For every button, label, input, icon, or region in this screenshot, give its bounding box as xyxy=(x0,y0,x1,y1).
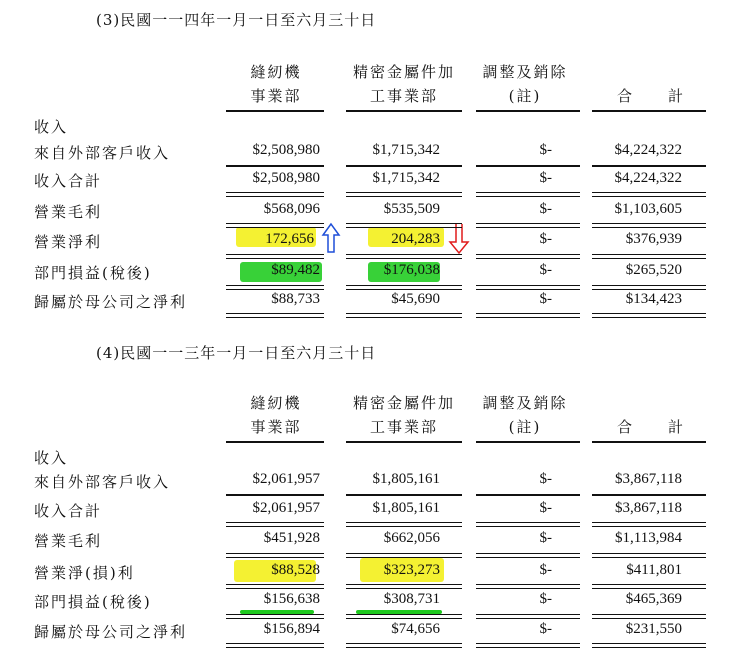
cell-value: $3,867,118 xyxy=(615,500,682,516)
row-label: 營業淨利 xyxy=(34,233,103,251)
row-double-rule xyxy=(346,285,462,290)
cell-value: $88,528 xyxy=(271,562,320,578)
header-underline xyxy=(476,441,580,443)
row-double-rule xyxy=(226,522,324,527)
row-label: 營業毛利 xyxy=(34,203,103,221)
row-double-rule xyxy=(592,285,706,290)
cell-value: $1,103,605 xyxy=(614,201,682,217)
cell-value: $465,369 xyxy=(625,591,682,607)
row-rule xyxy=(476,494,580,496)
row-double-rule xyxy=(592,553,706,558)
cell-value: $662,056 xyxy=(383,530,440,546)
cell-value: $156,894 xyxy=(263,621,320,637)
header-underline xyxy=(346,441,462,443)
row-double-rule xyxy=(592,192,706,197)
cell-value: $308,731 xyxy=(383,591,440,607)
row-rule xyxy=(346,494,462,496)
cell-value: $2,061,957 xyxy=(252,471,320,487)
row-double-rule xyxy=(346,223,462,228)
row-double-rule xyxy=(226,285,324,290)
revenue-heading: 收入 xyxy=(34,449,69,467)
row-label: 部門損益(稅後) xyxy=(34,593,152,611)
cell-value: $451,928 xyxy=(263,530,320,546)
row-rule xyxy=(476,165,580,167)
col1-header-line2: 事業部 xyxy=(250,87,302,105)
col4-header xyxy=(596,84,706,108)
row-double-rule xyxy=(346,254,462,259)
col1-header-line2: 事業部 xyxy=(250,418,302,436)
row-double-rule xyxy=(346,522,462,527)
section3-title: (3)民國一一四年一月一日至六月三十日 xyxy=(96,11,377,29)
col3-header-line1: 調整及銷除 xyxy=(482,63,568,81)
row-double-rule xyxy=(226,553,324,558)
row-double-rule xyxy=(476,643,580,648)
header-underline xyxy=(476,110,580,112)
row-rule xyxy=(346,165,462,167)
row-label: 來自外部客戶收入 xyxy=(34,144,171,162)
row-label: 部門損益(稅後) xyxy=(34,264,152,282)
col1-header-line1: 縫紉機 xyxy=(250,394,302,412)
row-label: 來自外部客戶收入 xyxy=(34,473,171,491)
cell-value: $535,509 xyxy=(383,201,440,217)
col3-header xyxy=(470,60,580,108)
row-double-rule xyxy=(346,553,462,558)
header-underline xyxy=(226,441,324,443)
cell-value: $74,656 xyxy=(391,621,440,637)
row-double-rule xyxy=(346,614,462,619)
cell-value: $2,061,957 xyxy=(252,500,320,516)
row-rule xyxy=(226,165,324,167)
cell-value: $411,801 xyxy=(626,562,682,578)
col1-header xyxy=(228,391,324,439)
row-double-rule xyxy=(476,553,580,558)
row-double-rule xyxy=(226,614,324,619)
cell-value: $156,638 xyxy=(263,591,320,607)
row-double-rule xyxy=(346,643,462,648)
cell-value: $- xyxy=(539,262,552,278)
row-label: 歸屬於母公司之淨利 xyxy=(34,293,188,311)
cell-value: $- xyxy=(539,530,552,546)
col2-header-line2: 工事業部 xyxy=(369,87,438,105)
row-double-rule xyxy=(226,313,324,318)
cell-value: $- xyxy=(539,562,552,578)
header-underline xyxy=(592,441,706,443)
row-rule xyxy=(592,494,706,496)
cell-value: $- xyxy=(539,170,552,186)
cell-value: $134,423 xyxy=(625,291,682,307)
cell-value: $- xyxy=(539,201,552,217)
col3-header-line2: (註) xyxy=(508,87,542,105)
cell-value: $- xyxy=(539,291,552,307)
col1-header xyxy=(228,60,324,108)
row-double-rule xyxy=(226,254,324,259)
row-double-rule xyxy=(592,223,706,228)
revenue-heading: 收入 xyxy=(34,118,69,136)
row-double-rule xyxy=(592,522,706,527)
cell-value: $176,038 xyxy=(383,262,440,278)
row-double-rule xyxy=(476,223,580,228)
row-label: 營業毛利 xyxy=(34,532,103,550)
cell-value: $89,482 xyxy=(271,262,320,278)
row-double-rule xyxy=(592,254,706,259)
cell-value: $- xyxy=(539,591,552,607)
row-double-rule xyxy=(592,584,706,589)
row-double-rule xyxy=(592,614,706,619)
row-double-rule xyxy=(226,643,324,648)
col4-header xyxy=(596,415,706,439)
col3-header xyxy=(470,391,580,439)
row-label: 收入合計 xyxy=(34,172,103,190)
cell-value: $265,520 xyxy=(625,262,682,278)
row-double-rule xyxy=(346,192,462,197)
cell-value: $1,805,161 xyxy=(372,500,440,516)
cell-value: $1,715,342 xyxy=(372,170,440,186)
col2-header-line1: 精密金屬件加 xyxy=(352,63,455,81)
cell-value: $568,096 xyxy=(263,201,320,217)
row-double-rule xyxy=(476,614,580,619)
cell-value: $2,508,980 xyxy=(252,170,320,186)
cell-value: 172,656 xyxy=(265,231,314,247)
row-double-rule xyxy=(226,192,324,197)
col3-header-line1: 調整及銷除 xyxy=(482,394,568,412)
row-double-rule xyxy=(476,254,580,259)
cell-value: $- xyxy=(539,471,552,487)
cell-value: $- xyxy=(539,621,552,637)
row-double-rule xyxy=(476,285,580,290)
row-double-rule xyxy=(592,643,706,648)
col2-header xyxy=(346,60,462,108)
col4-header-line1: 合 計 xyxy=(616,87,685,105)
header-underline xyxy=(346,110,462,112)
row-double-rule xyxy=(226,223,324,228)
row-label: 營業淨(損)利 xyxy=(34,564,135,582)
row-double-rule xyxy=(476,313,580,318)
col3-header-line2: (註) xyxy=(508,418,542,436)
row-label: 歸屬於母公司之淨利 xyxy=(34,623,188,641)
cell-value: $231,550 xyxy=(625,621,682,637)
cell-value: $1,113,984 xyxy=(615,530,682,546)
cell-value: 204,283 xyxy=(391,231,440,247)
section4-title: (4)民國一一三年一月一日至六月三十日 xyxy=(96,344,377,362)
row-rule xyxy=(592,165,706,167)
col2-header xyxy=(346,391,462,439)
cell-value: $1,715,342 xyxy=(372,142,440,158)
row-label: 收入合計 xyxy=(34,502,103,520)
cell-value: $2,508,980 xyxy=(252,142,320,158)
row-double-rule xyxy=(476,584,580,589)
row-rule xyxy=(226,494,324,496)
header-underline xyxy=(226,110,324,112)
cell-value: $45,690 xyxy=(391,291,440,307)
row-double-rule xyxy=(476,192,580,197)
cell-value: $4,224,322 xyxy=(614,170,682,186)
row-double-rule xyxy=(476,522,580,527)
cell-value: $323,273 xyxy=(383,562,440,578)
row-double-rule xyxy=(226,584,324,589)
cell-value: $- xyxy=(539,500,552,516)
cell-value: $- xyxy=(539,231,552,247)
col2-header-line2: 工事業部 xyxy=(369,418,438,436)
cell-value: $3,867,118 xyxy=(615,471,682,487)
cell-value: $376,939 xyxy=(625,231,682,247)
row-double-rule xyxy=(346,584,462,589)
cell-value: $- xyxy=(539,142,552,158)
cell-value: $4,224,322 xyxy=(614,142,682,158)
cell-value: $1,805,161 xyxy=(372,471,440,487)
col4-header-line1: 合 計 xyxy=(616,418,685,436)
header-underline xyxy=(592,110,706,112)
row-double-rule xyxy=(592,313,706,318)
col1-header-line1: 縫紉機 xyxy=(250,63,302,81)
row-double-rule xyxy=(346,313,462,318)
cell-value: $88,733 xyxy=(271,291,320,307)
col2-header-line1: 精密金屬件加 xyxy=(352,394,455,412)
